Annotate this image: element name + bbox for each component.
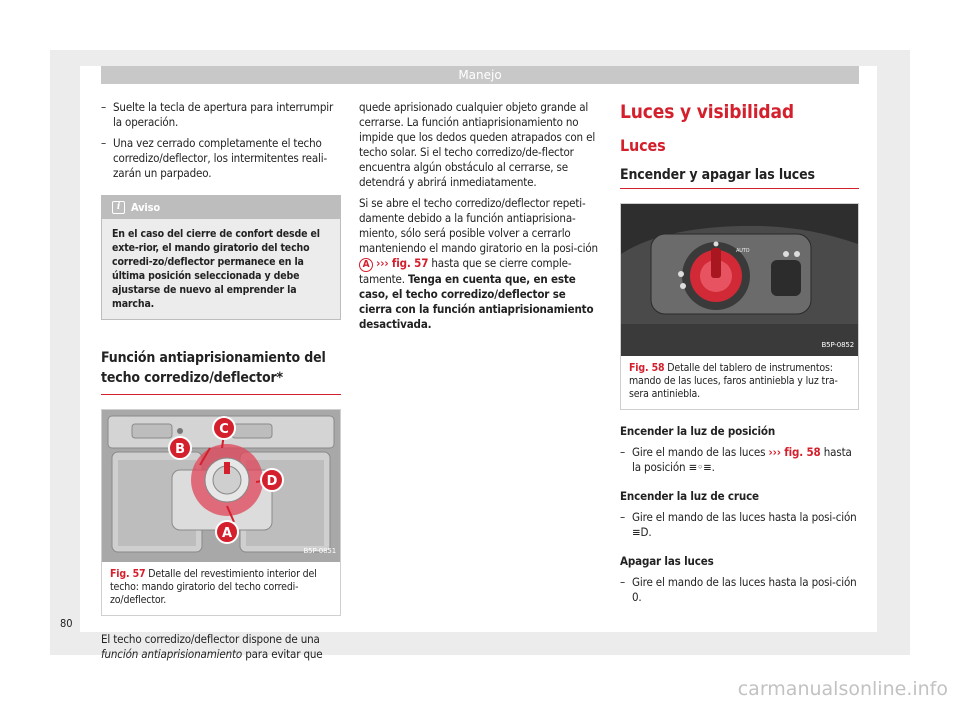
aviso-header [102, 196, 340, 219]
callout-b: B [175, 442, 185, 457]
roof-console-illustration [102, 410, 340, 562]
figure-57 [101, 409, 341, 616]
aviso-box [101, 195, 341, 320]
watermark: carmanualsonline.info [737, 678, 948, 700]
figure-caption [621, 356, 858, 409]
figure-number: Fig. 58 [629, 362, 665, 374]
figure-58-image [621, 204, 858, 356]
paragraph: quede aprisionado cualquier objeto grande al cerrarse. La función antiaprisionamiento no impide que los dedos queden atrapados con el techo solar. Si el techo corredizo/de-flector encuentra algún obstáculo al cerrarse, se detendrá y abrirá inmediatamente. [359, 100, 596, 189]
step-item: – Suelte la tecla de apertura para interrumpir la operación. [101, 100, 341, 130]
subheading-apagar: Apagar las luces [620, 554, 714, 568]
low-beam-symbol: ≡D [632, 525, 649, 539]
figure-number: Fig. 57 [110, 568, 146, 580]
info-icon: i [112, 201, 125, 214]
paragraph-bold: Tenga en cuenta que, en este caso, el techo corredizo/deflector se cierra con la función antiaprisionamiento desactivada. [359, 272, 594, 331]
figure-caption [102, 562, 340, 615]
column-1 [101, 100, 341, 668]
paragraph-text: El techo corredizo/deflector dispone de una [101, 632, 320, 646]
step-item: – Gire el mando de las luces hasta la posi-ción ≡D. [620, 510, 859, 540]
figure-caption-text: Detalle del tablero de instrumentos: mando de las luces, faros antiniebla y luz tra-sera antiniebla. [629, 362, 838, 400]
paragraph-text: Si se abre el techo corredizo/deflector repeti-damente debido a la función antiaprisiona-miento, sólo será posible volver a cerrarlo manteniendo el mando giratorio en la posi-ción [359, 196, 598, 255]
subheading-luz-cruce: Encender la luz de cruce [620, 489, 759, 503]
figure-caption-text: Detalle del revestimiento interior del techo: mando giratorio del techo corredi-zo/deflector. [110, 568, 317, 606]
light-switch-illustration [621, 204, 858, 356]
chapter-header: Manejo [101, 66, 859, 84]
aviso-text: En el caso del cierre de confort desde el exte-rior, el mando giratorio del techo corredi-zo/deflector permanece en la última posición seleccionada y debe ajustarse de nuevo al emprender la marcha. [102, 219, 340, 319]
figure-ref-link[interactable]: ››› fig. 58 [768, 445, 821, 459]
callout-a-inline: A [359, 258, 373, 272]
paragraph [101, 632, 341, 662]
paragraph-text: para evitar que [242, 647, 323, 661]
page-number: 80 [60, 617, 73, 630]
figure-code: B5P-0852 [821, 341, 854, 349]
paragraph [359, 196, 601, 332]
callout-a: A [222, 526, 232, 541]
step-text: Gire el mando de las luces [632, 445, 769, 459]
figure-ref-link[interactable]: ››› fig. 57 [376, 256, 429, 270]
step-text: hasta la posición [632, 445, 852, 474]
callout-d: D [266, 474, 278, 489]
figure-58 [620, 203, 859, 410]
position-light-symbol: ≡◦≡ [688, 460, 712, 474]
paragraph-emphasis: función antiaprisionamiento [101, 647, 243, 661]
aviso-label: Aviso [131, 201, 161, 214]
heading-luces-visibilidad: Luces y visibilidad [620, 101, 794, 123]
step-item: – Una vez cerrado completamente el techo corredizo/deflector, los intermitentes reali-zarán un parpadeo. [101, 136, 341, 181]
heading-encender-apagar: Encender y apagar las luces [620, 166, 859, 189]
step-text: Gire el mando de las luces hasta la posi-ción [632, 510, 857, 524]
figure-code: B5P-0851 [303, 547, 336, 555]
section-title: Función antiaprisionamiento del techo corredizo/deflector* [101, 348, 341, 395]
figure-57-image [102, 410, 340, 562]
column-3 [620, 100, 859, 611]
paragraph-text: hasta que se cierre comple-tamente. [359, 256, 572, 286]
column-2 [359, 100, 601, 338]
step-item: – Gire el mando de las luces ››› fig. 58 hasta la posición ≡◦≡. [620, 445, 859, 475]
heading-luces: Luces [620, 136, 666, 155]
callout-c: C [219, 422, 229, 437]
auto-label: AUTO [736, 248, 750, 254]
step-item: – Gire el mando de las luces hasta la posi-ción 0. [620, 575, 859, 605]
subheading-luz-posicion: Encender la luz de posición [620, 424, 776, 438]
